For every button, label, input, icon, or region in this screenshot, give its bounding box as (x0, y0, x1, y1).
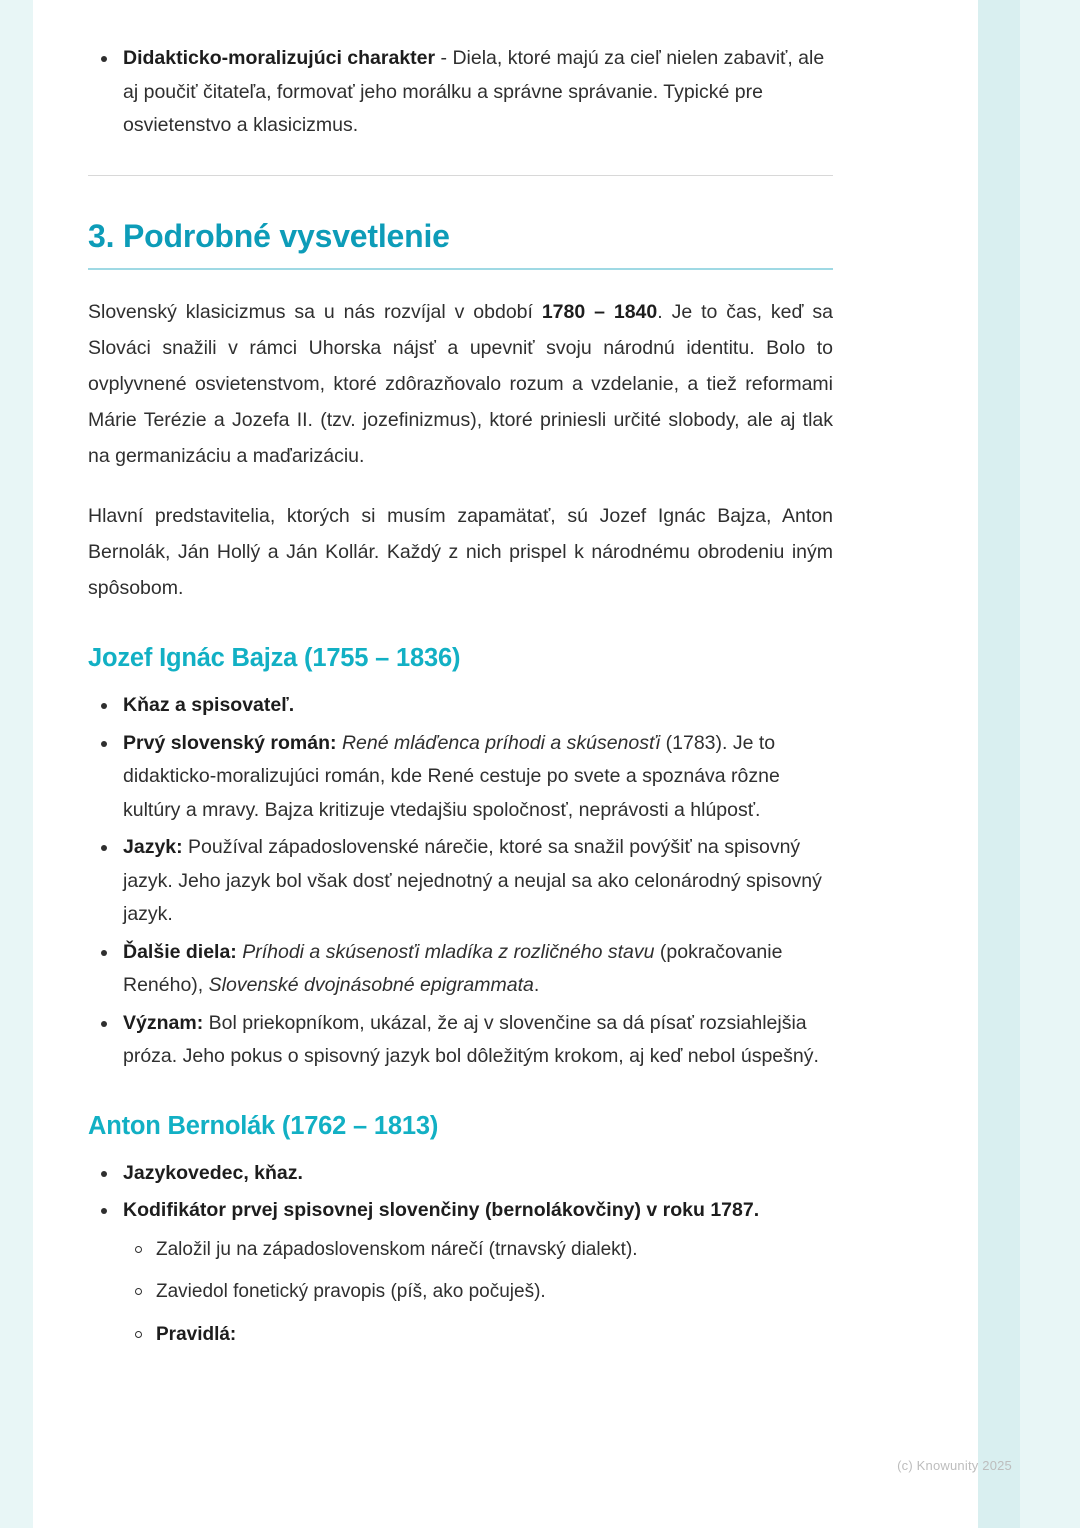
paragraph-period-years: 1780 – 1840 (541, 300, 658, 323)
section-divider (88, 175, 833, 176)
bernolak-item-1: Jazykovedec, kňaz. (123, 1161, 303, 1184)
watermark: (c) Knowunity 2025 (897, 1458, 1012, 1473)
bajza-item-2-bold: Jazyk: (123, 836, 183, 859)
subheading-bajza: Jozef Ignác Bajza (1755 – 1836) (88, 644, 461, 673)
bernolak-sub-list (123, 1234, 833, 1351)
bajza-item-3-italic: Príhodi a skúsenosťi mladíka z rozličného stavu (236, 940, 655, 963)
page-title: 3. Podrobné vysvetlenie (88, 217, 450, 254)
bajza-item-3-bold: Ďalšie diela: (123, 940, 237, 963)
subheading-bernolak: Anton Bernolák (1762 – 1813) (88, 1111, 439, 1140)
list-item (88, 727, 833, 828)
bajza-item-0-bold: Kňaz a spisovateľ. (123, 694, 295, 717)
bajza-item-3-text2: . (533, 974, 540, 997)
paragraph-representatives: Hlavní predstavitelia, ktorých si musím zapamätať, sú Jozef Ignác Bajza, Anton Bernolák, Ján Hollý a Ján Kollár. Každý z nich prispel k národnému obrodeniu iným spôsobom. (88, 504, 833, 600)
list-item (88, 42, 833, 143)
intro-bullet-text: - Diela, ktoré majú za cieľ nielen zabaviť, ale aj poučiť čitateľa, formovať jeho morálku a správne správanie. Typické pre osvietenstvo a klasicizmus. (123, 47, 825, 137)
left-edge-strip (0, 0, 33, 1528)
paragraph-period-part1: Slovenský klasicizmus sa u nás rozvíjal v období (88, 300, 542, 323)
bernolak-item-2: Kodifikátor prvej spisovnej slovenčiny (bernolákovčiny) v roku 1787. (123, 1199, 760, 1222)
list-item: Založil ju na západoslovenskom nárečí (trnavský dialekt). (123, 1234, 833, 1266)
list-item (88, 1194, 833, 1350)
bernolak-sub-item-3-bold: Pravidlá: (156, 1323, 237, 1345)
document-content (88, 0, 833, 1361)
paragraph-period (88, 294, 833, 474)
bajza-bullet-list (88, 689, 833, 1074)
bajza-item-3-text: (pokračovanie Reného), (123, 940, 783, 997)
bajza-item-2-text: Používal západoslovenské nárečie, ktoré sa snažil povýšiť na spisovný jazyk. Jeho jazyk bol však dosť nejednotný a neujal sa ako celonárodný spisovný jazyk. (123, 836, 822, 926)
right-edge-strip (1020, 0, 1080, 1528)
list-item (88, 936, 833, 1003)
bajza-item-1-bold: Prvý slovenský román: (123, 731, 337, 754)
paragraph-period-part2: . Je to čas, keď sa Slováci snažili v rámci Uhorska nájsť a upevniť svoju národnú identitu. Bolo to ovplyvnené osvietenstvom, ktoré zdôrazňovalo rozum a vzdelanie, a tiež reformami Márie Terézie a Jozefa II. (tzv. jozefinizmus), ktoré priniesli určité slobody, ale aj tlak na germanizáciu a maďarizáciu. (88, 300, 833, 467)
bajza-item-4-text: Bol priekopníkom, ukázal, že aj v slovenčine sa dá písať rozsiahlejšia próza. Jeho pokus o spisovný jazyk bol dôležitým krokom, aj keď nebol úspešný. (123, 1011, 819, 1068)
bernolak-bullet-list (88, 1157, 833, 1351)
section-title-underline (88, 268, 833, 270)
intro-bullet-bold: Didakticko-moralizujúci charakter (123, 47, 436, 69)
list-item (88, 689, 833, 723)
list-item (88, 1157, 833, 1191)
list-item (123, 1319, 833, 1351)
intro-bullet-list (88, 42, 833, 143)
list-item (88, 831, 833, 932)
list-item (88, 1007, 833, 1074)
bajza-item-3-italic2: Slovenské dvojnásobné epigrammata (208, 974, 534, 997)
bajza-item-1-italic: René mláďenca príhodi a skúsenosťi (336, 731, 661, 754)
list-item: Zaviedol fonetický pravopis (píš, ako počuješ). (123, 1276, 833, 1308)
right-edge-inner-strip (978, 0, 1020, 1528)
bajza-item-4-bold: Význam: (123, 1011, 204, 1034)
bajza-item-1-text: (1783). Je to didakticko-moralizujúci román, kde René cestuje po svete a spoznáva rôzne kultúry a mravy. Bajza kritizuje vtedajšiu spoločnosť, neprávosti a hlúposť. (123, 731, 780, 821)
